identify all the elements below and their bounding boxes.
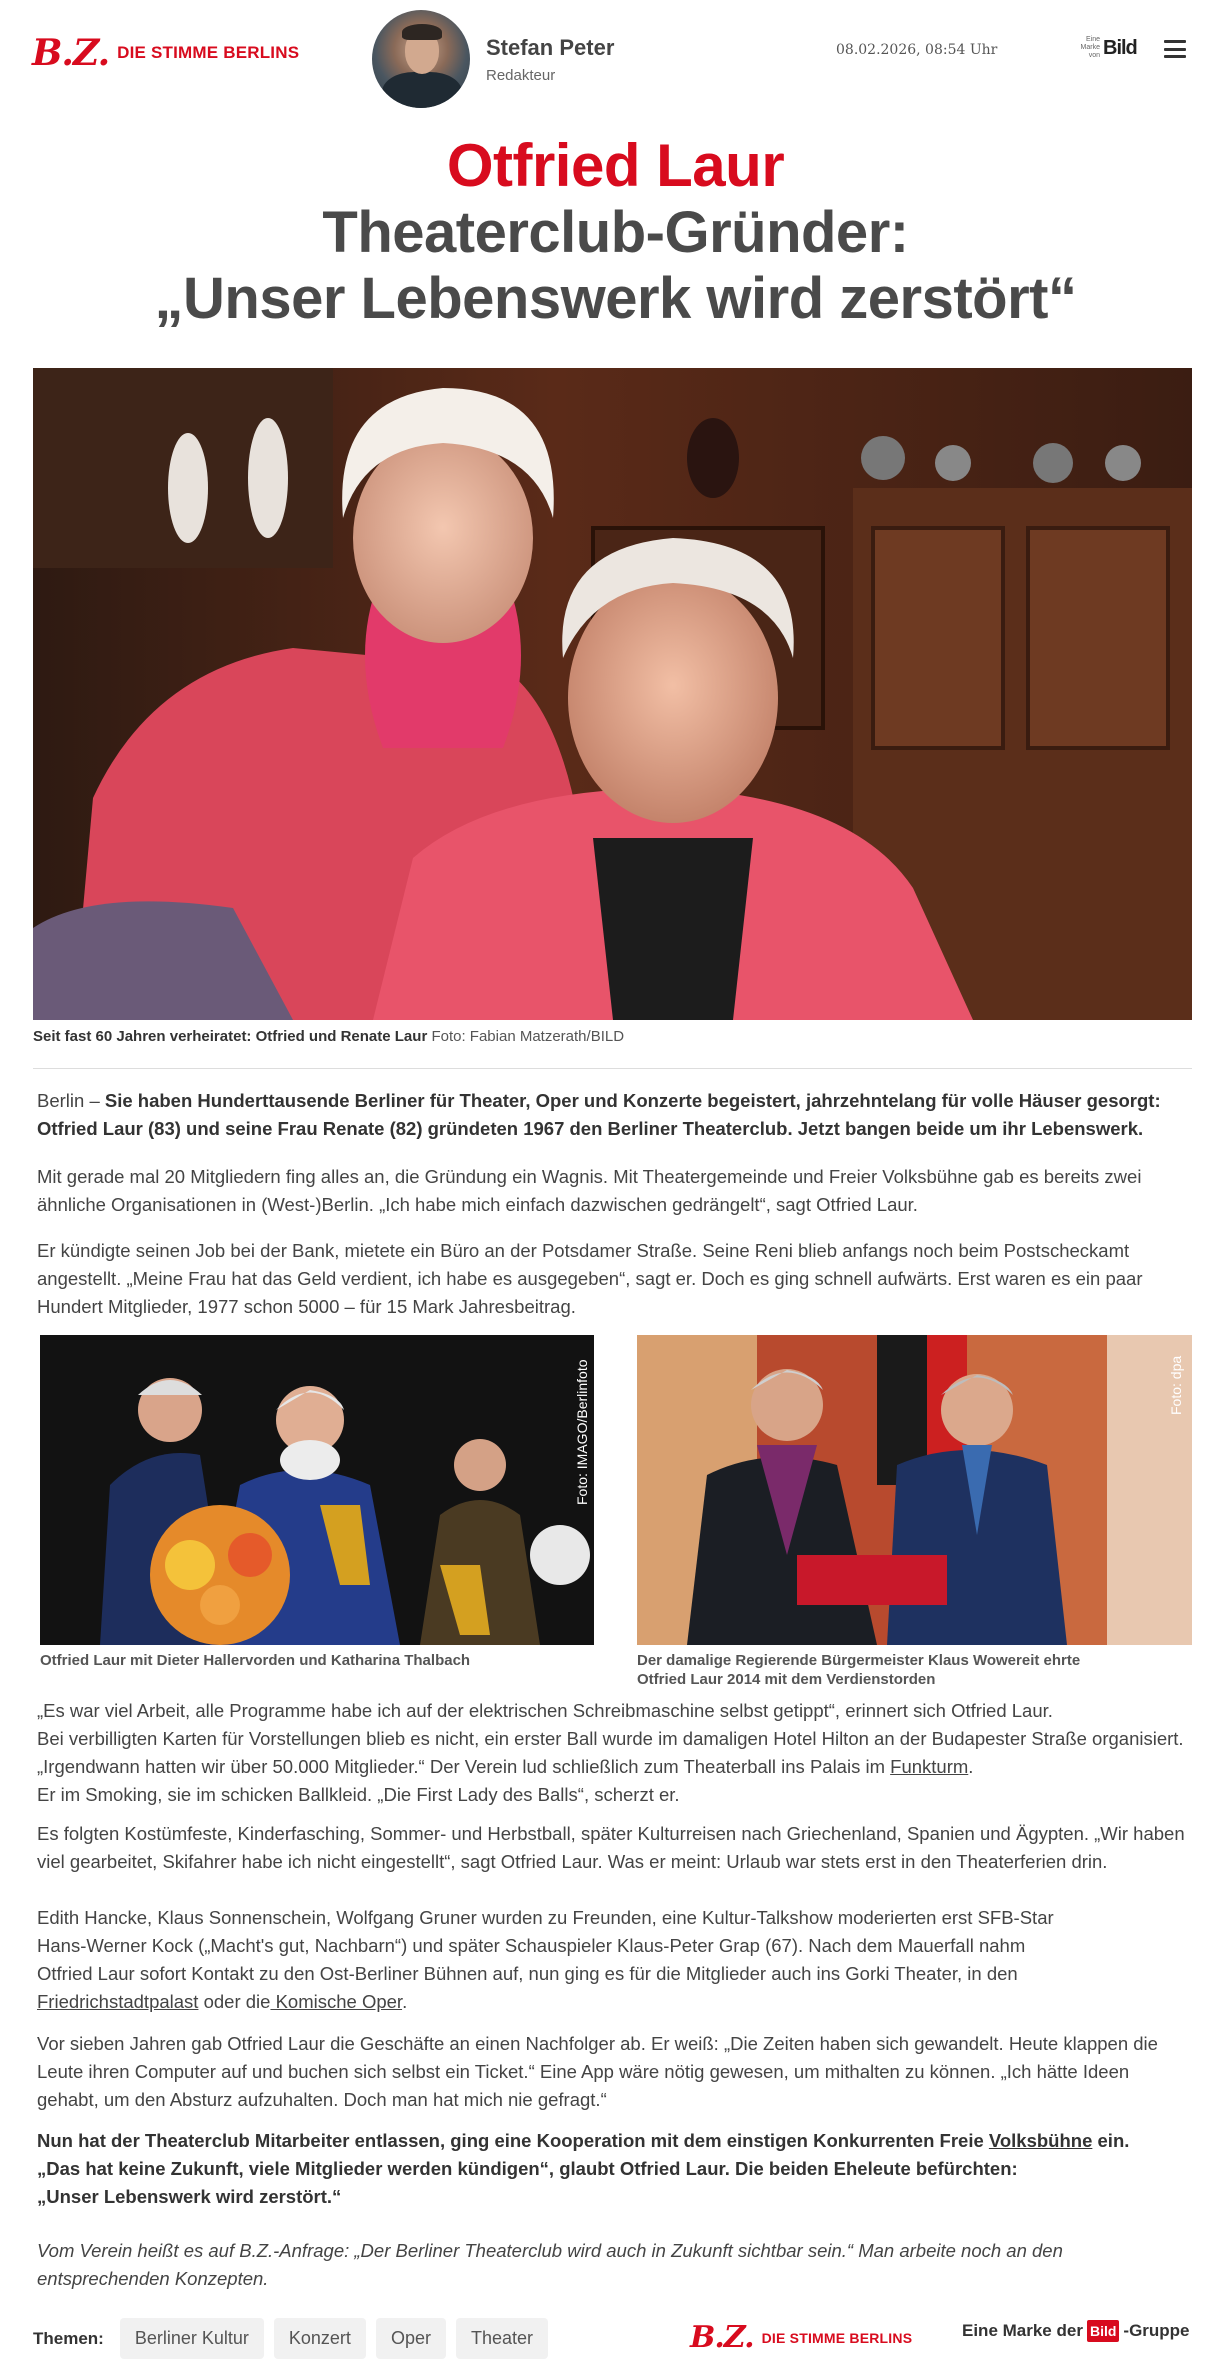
themes-label: Themen: [33,2328,104,2348]
image2-caption: Der damalige Regierende Bürgermeister Klaus Wowereit ehrte Otfried Laur 2014 mit dem Verdienstorden [637,1652,1081,1688]
image2-credit: Foto: dpa [1168,1355,1184,1415]
image1-caption: Otfried Laur mit Dieter Hallervorden und Katharina Thalbach [40,1652,471,1669]
author-avatar[interactable] [372,10,470,108]
paragraph-text: ein. [1092,2130,1130,2151]
footer-bz-logo[interactable] [690,2320,912,2355]
paragraph [37,1697,1187,1809]
link-funkturm[interactable]: Funkturm [890,1756,969,1777]
brand-tiny-text: Eine Marke von [1080,36,1100,59]
hero-credit: Foto: Fabian Matzerath/BILD [431,1028,625,1045]
paragraph-line: „Es war viel Arbeit, alle Programme habe ich auf der elektrischen Schreibmaschine selbst getippt“, erinnert sich Otfried Laur. [37,1700,1053,1721]
paragraph-bold [37,2127,1187,2211]
bild-brand-mark [1072,36,1137,60]
headline-kicker: Otfried Laur [446,132,785,199]
bz-logo[interactable] [32,32,299,74]
paragraph-end: . [968,1756,974,1777]
brand-prefix: Eine Marke der [962,2321,1083,2340]
paragraph-text: oder die [198,1991,271,2012]
paragraph-line [37,1725,1187,1781]
paragraph-line: Er im Smoking, sie im schicken Ballkleid. „Die First Lady des Balls“, scherzt er. [37,1784,680,1805]
hero-caption [33,1028,624,1045]
author-name[interactable]: Stefan Peter [486,34,615,60]
logo-text: DIE STIMME BERLINS [117,43,300,62]
tag-konzert[interactable]: Konzert [274,2318,366,2359]
paragraph-line: „Das hat keine Zukunft, viele Mitglieder werden kündigen“, glaubt Otfried Laur. Die beiden Eheleute befürchten: [37,2158,1018,2179]
link-komische-oper[interactable]: Komische Oper [270,1991,403,2012]
bild-logo: Bild [1087,2320,1119,2342]
paragraph-end: . [402,1991,408,2012]
inline-image-2[interactable] [637,1335,1192,1645]
lead-text: Sie haben Hunderttausende Berliner für Theater, Oper und Konzerte begeistert, jahrzehntelang für volle Häuser gesorgt: Otfried Laur (83) und seine Frau Renate (82) gründeten 1967 den Berliner Theaterclub. Jetzt bangen beide um ihr Lebenswerk. [37,1090,1161,1139]
footer-bild-brand[interactable] [962,2320,1190,2342]
logo-mark: B.Z. [32,32,110,74]
paragraph-line: „Unser Lebenswerk wird zerstört.“ [37,2186,342,2207]
tag-theater[interactable]: Theater [456,2318,548,2359]
paragraph-line: Otfried Laur sofort Kontakt zu den Ost-Berliner Bühnen auf, nun ging es für die Mitglieder auch ins Gorki Theater, in den [37,1963,1018,1984]
divider [33,1068,1192,1069]
paragraph-line: Edith Hancke, Klaus Sonnenschein, Wolfgang Gruner wurden zu Freunden, eine Kultur-Talkshow moderierten erst SFB-Star [37,1907,1054,1928]
link-friedrichstadtpalast[interactable]: Friedrichstadtpalast [37,1991,199,2012]
article-lead [37,1087,1187,1143]
paragraph: Er kündigte seinen Job bei der Bank, mietete ein Büro an der Potsdamer Straße. Seine Reni blieb anfangs noch beim Postscheckamt angestellt. „Meine Frau hat das Geld verdient, ich habe es ausgegeben“, sagt er. Doch es ging schnell aufwärts. Erst waren es ein paar Hundert Mitglieder, 1977 schon 5000 – für 15 Mark Jahresbeitrag. [37,1240,1143,1317]
brand-suffix: -Gruppe [1123,2321,1190,2340]
brand-bild-text: Bild [1103,36,1137,59]
publish-date: 08.02.2026, 08:54 Uhr [836,42,998,58]
inline-image-1[interactable] [40,1335,594,1645]
paragraph: Mit gerade mal 20 Mitgliedern fing alles an, die Gründung ein Wagnis. Mit Theatergemeinde und Freier Volksbühne gab es bereits zwei ähnliche Organisationen in (West-)Berlin. „Ich habe mich einfach dazwischen gedrängelt“, sagt Otfried Laur. [37,1166,1142,1215]
headline-title-line1: Theaterclub-Gründer: [322,200,909,265]
hamburger-menu-icon[interactable] [1164,40,1186,58]
article-headline [0,132,1231,332]
link-volksbuehne[interactable]: Volksbühne [988,2130,1093,2151]
paragraph-text: Nun hat der Theaterclub Mitarbeiter entlassen, ging eine Kooperation mit dem einstigen Konkurrenten Freie [37,2130,984,2151]
paragraph-text: Bei verbilligten Karten für Vorstellungen blieb es nicht, ein erster Ball wurde im damaligen Hotel Hilton an der Budapester Straße organisiert. „Irgendwann hatten wir über 50.000 Mitglieder.“ Der Verein lud schließlich zum Theaterball ins Palais im [37,1728,1184,1777]
paragraph [37,1904,1187,2016]
paragraph: Es folgten Kostümfeste, Kinderfasching, Sommer- und Herbstball, später Kulturreisen nach Griechenland, Spanien und Ägypten. „Wir haben viel gearbeitet, Skifahrer habe ich nicht eingestellt“, sagt Otfried Laur. Was er meint: Urlaub war stets erst in den Theaterferien drin. [37,1823,1185,1872]
paragraph-line [37,2127,1187,2155]
site-header [0,0,1231,112]
footer-logo-text: DIE STIMME BERLINS [761,2329,913,2346]
author-block[interactable] [372,10,614,108]
paragraph-line [37,1988,1187,2016]
hero-caption-text: Seit fast 60 Jahren verheiratet: Otfried und Renate Laur [33,1028,428,1045]
hero-image[interactable] [33,368,1192,1020]
lead-city: Berlin – [37,1090,100,1111]
tag-oper[interactable]: Oper [376,2318,446,2359]
paragraph: Vor sieben Jahren gab Otfried Laur die Geschäfte an einen Nachfolger ab. Er weiß: „Die Zeiten haben sich gewandelt. Heute klappen die Leute ihren Computer auf und buchen sich selbst ein Ticket.“ Eine App wäre nötig gewesen, um mithalten zu können. „Ich hätte Ideen gehabt, um den Absturz aufzuhalten. Doch man hat mich nie gefragt.“ [37,2033,1158,2110]
headline-title-line2: „Unser Lebenswerk wird zerstört“ [154,266,1077,331]
themes-bar [33,2318,548,2359]
footer-logo-mark: B.Z. [690,2320,754,2355]
paragraph-italic: Vom Verein heißt es auf B.Z.-Anfrage: „Der Berliner Theaterclub wird auch in Zukunft sichtbar sein.“ Man arbeite noch an den entsprechenden Konzepten. [37,2240,1063,2289]
image1-credit: Foto: IMAGO/Berlinfoto [574,1359,590,1505]
tag-berliner-kultur[interactable]: Berliner Kultur [120,2318,264,2359]
author-role: Redakteur [486,66,556,84]
paragraph-line: Hans-Werner Kock („Macht's gut, Nachbarn“) und später Schauspieler Klaus-Peter Grap (67). Nach dem Mauerfall nahm [37,1935,1026,1956]
